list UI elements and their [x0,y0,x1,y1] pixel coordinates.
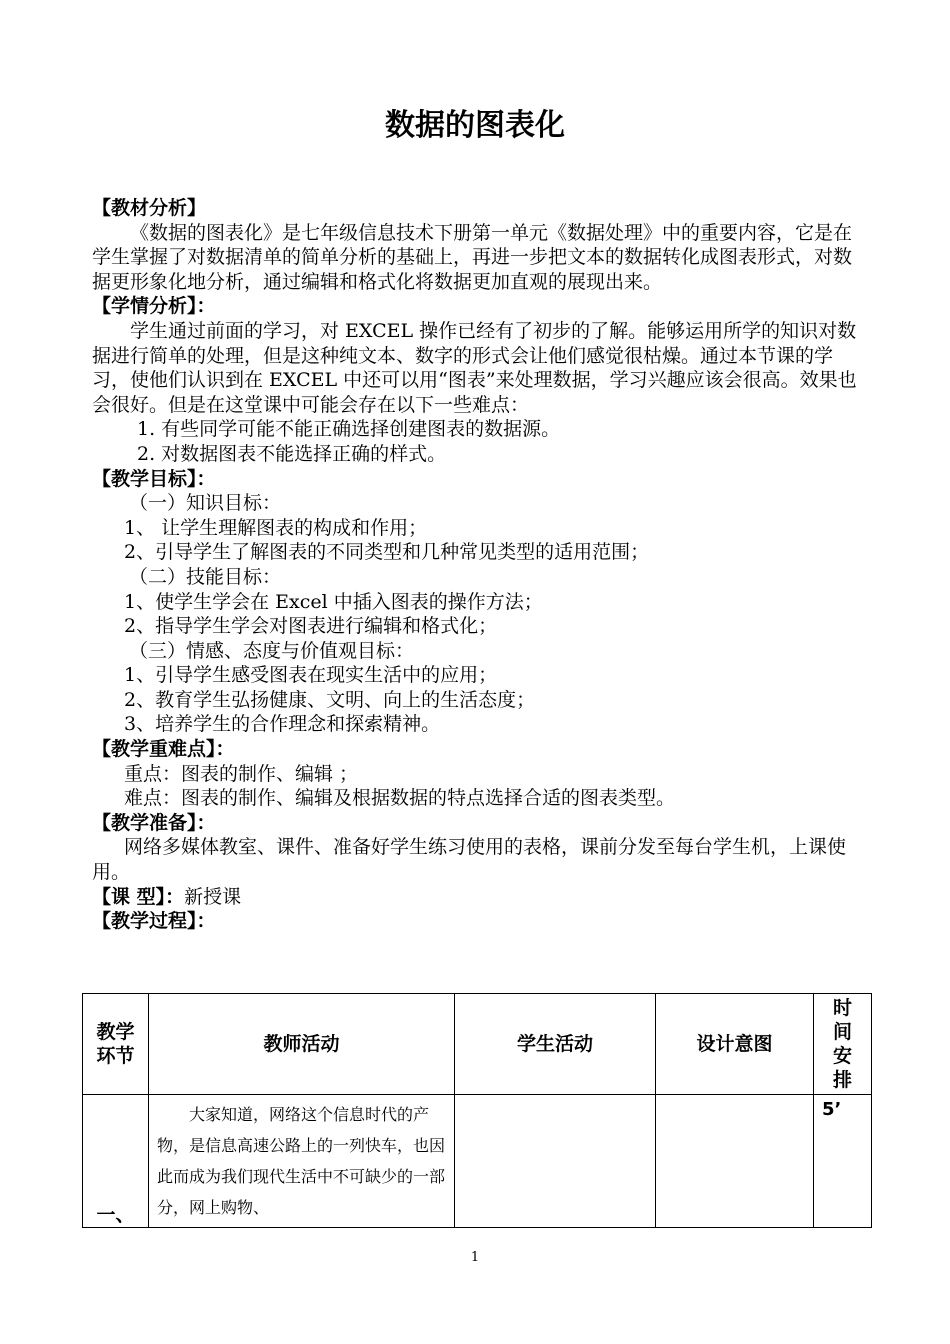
goals-line: 1、引导学生感受图表在现实生活中的应用； [124,664,498,687]
header-time: 时间安排 [814,994,872,1095]
goals-line: （二）技能目标： [129,565,282,588]
page-number: 1 [470,1250,480,1265]
students-list-item: 2. 对数据图表不能选择正确的样式。 [137,442,447,465]
document-title: 数据的图表化 [385,108,565,143]
goals-line: 3、培养学生的合作理念和探索精神。 [124,713,441,736]
header-student-activity: 学生活动 [455,994,656,1095]
section-heading-goals: 【教学目标】： [92,467,216,490]
section-heading-material: 【教材分析】 [92,197,207,219]
lesson-type-value: 新授课 [184,885,242,908]
teacher-activity-cell [149,1095,455,1228]
goals-line: 2、指导学生学会对图表进行编辑和格式化； [124,615,498,638]
header-design-intent: 设计意图 [656,994,814,1095]
keypoints-line: 难点：图表的制作、编辑及根据数据的特点选择合适的图表类型。 [124,787,676,810]
section-heading-students: 【学情分析】： [92,295,216,318]
lesson-type-line [92,885,862,910]
preparation-paragraph: 网络多媒体教室、课件、准备好学生练习使用的表格，课前分发至每台学生机，上课使用。 [92,836,847,884]
teaching-process-table [82,993,872,1228]
goals-line: （三）情感、态度与价值观目标： [129,639,415,662]
header-stage: 教学环节 [83,994,149,1095]
students-paragraph: 学生通过前面的学习，对 EXCEL 操作已经有了初步的了解。能够运用所学的知识对数据进行简单的处理，但是这种纯文本、数字的形式会让他们感觉很枯燥。通过本节课的学习，使他们认识到在 EXCEL 中还可以用“图表”来处理数据，学习兴趣应该会很高。效果也会很好。但是在这堂课中可能会存在以下一些难点： [92,319,857,416]
section-heading-process: 【教学过程】： [92,910,216,933]
student-activity-cell [455,1095,656,1228]
section-heading-preparation: 【教学准备】： [92,811,216,834]
stage-cell: 一、 [83,1095,149,1228]
goals-line: 2、引导学生了解图表的不同类型和几种常见类型的适用范围； [124,541,650,564]
goals-line: （一）知识目标： [129,492,282,515]
goals-line: 1、 让学生理解图表的构成和作用； [124,516,428,539]
material-paragraph: 《数据的图表化》是七年级信息技术下册第一单元《数据处理》中的重要内容，它是在学生掌握了对数据清单的简单分析的基础上，再进一步把文本的数据转化成图表形式，对数据更形象化地分析，通过编辑和格式化将数据更加直观的展现出来。 [92,221,853,293]
teacher-activity-text: 大家知道，网络这个信息时代的产物，是信息高速公路上的一列快车，也因此而成为我们现代生活中不可缺少的一部分，网上购物、 [157,1105,446,1217]
keypoints-line: 重点：图表的制作、编辑 ； [124,762,359,785]
time-cell: 5’ [814,1095,872,1228]
section-heading-keypoints: 【教学重难点】： [92,738,235,761]
section-heading-lesson-type: 【课 型】： [92,885,185,908]
header-teacher-activity: 教师活动 [149,994,455,1095]
table-header-row [83,994,872,1095]
table-row [83,1095,872,1228]
goals-line: 1、使学生学会在 Excel 中插入图表的操作方法； [124,590,543,613]
design-intent-cell [656,1095,814,1228]
students-list-item: 1. 有些同学可能不能正确选择创建图表的数据源。 [137,418,561,441]
document-body [92,196,862,934]
goals-line: 2、教育学生弘扬健康、文明、向上的生活态度； [124,688,536,711]
